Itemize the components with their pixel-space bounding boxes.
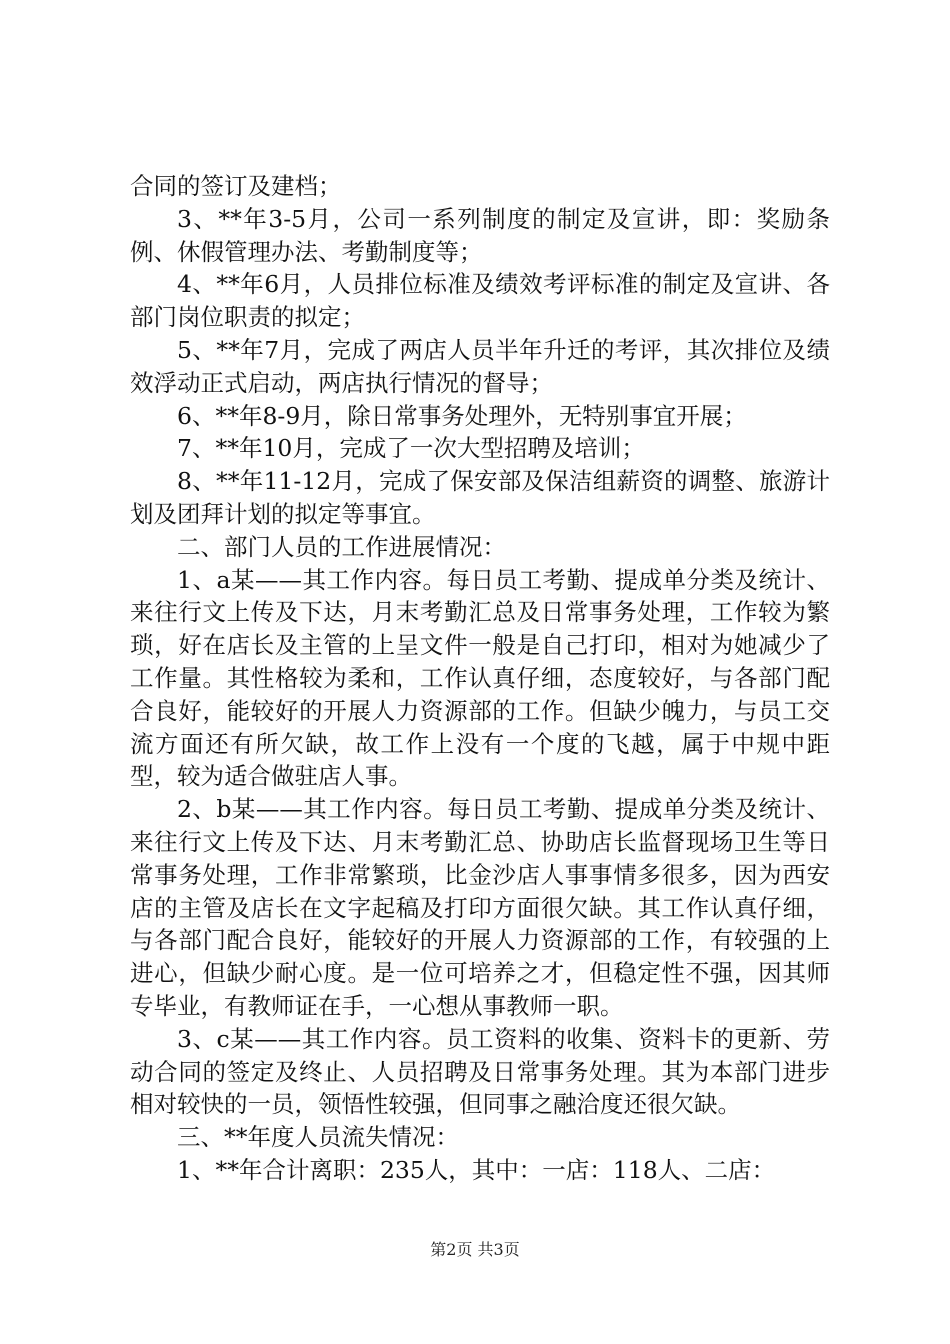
paragraph: 2、b某——其工作内容。每日员工考勤、提成单分类及统计、来往行文上传及下达、月末考勤汇总、协助店长监督现场卫生等日常事务处理，工作非常繁琐，比金沙店人事事情多很多，因为西安店的主管及店长在文字起稿及打印方面很欠缺。其工作认真仔细，与各部门配合良好，能较好的开展人力资源部的工作，有较强的上进心，但缺少耐心度。是一位可培养之才，但稳定性不强，因其师专毕业，有教师证在手，一心想从事教师一职。	[130, 795, 830, 1020]
paragraph: 1、a某——其工作内容。每日员工考勤、提成单分类及统计、来往行文上传及下达，月末考勤汇总及日常事务处理，工作较为繁琐，好在店长及主管的上呈文件一般是自己打印，相对为她减少了工作量。其性格较为柔和，工作认真仔细，态度较好，与各部门配合良好，能较好的开展人力资源部的工作。但缺少魄力，与员工交流方面还有所欠缺，故工作上没有一个度的飞越，属于中规中距型，较为适合做驻店人事。	[130, 565, 830, 791]
page-footer: 第2页 共3页	[430, 1240, 520, 1259]
paragraph: 3、**年3-5月，公司一系列制度的制定及宣讲，即：奖励条例、休假管理办法、考勤制度等；	[130, 204, 830, 266]
paragraph: 1、**年合计离职：235人，其中：一店：118人、二店：	[177, 1155, 776, 1184]
paragraph: 三、**年度人员流失情况：	[177, 1123, 459, 1152]
paragraph: 合同的签订及建档；	[130, 172, 342, 200]
document-body	[130, 170, 830, 1187]
paragraph: 二、部门人员的工作进展情况：	[177, 532, 506, 561]
paragraph: 3、c某——其工作内容。员工资料的收集、资料卡的更新、劳动合同的签定及终止、人员招聘及日常事务处理。其为本部门进步相对较快的一员，领悟性较强，但同事之融洽度还很欠缺。	[130, 1024, 830, 1119]
paragraph: 8、**年11-12月，完成了保安部及保洁组薪资的调整、旅游计划及团拜计划的拟定等事宜。	[130, 467, 830, 528]
paragraph: 5、**年7月，完成了两店人员半年升迁的考评，其次排位及绩效浮动正式启动，两店执行情况的督导；	[130, 335, 830, 397]
paragraph: 7、**年10月，完成了一次大型招聘及培训；	[177, 434, 645, 463]
paragraph: 4、**年6月，人员排位标准及绩效考评标准的制定及宣讲、各部门岗位职责的拟定；	[130, 270, 830, 332]
paragraph: 6、**年8-9月，除日常事务处理外，无特别事宜开展；	[177, 401, 747, 430]
